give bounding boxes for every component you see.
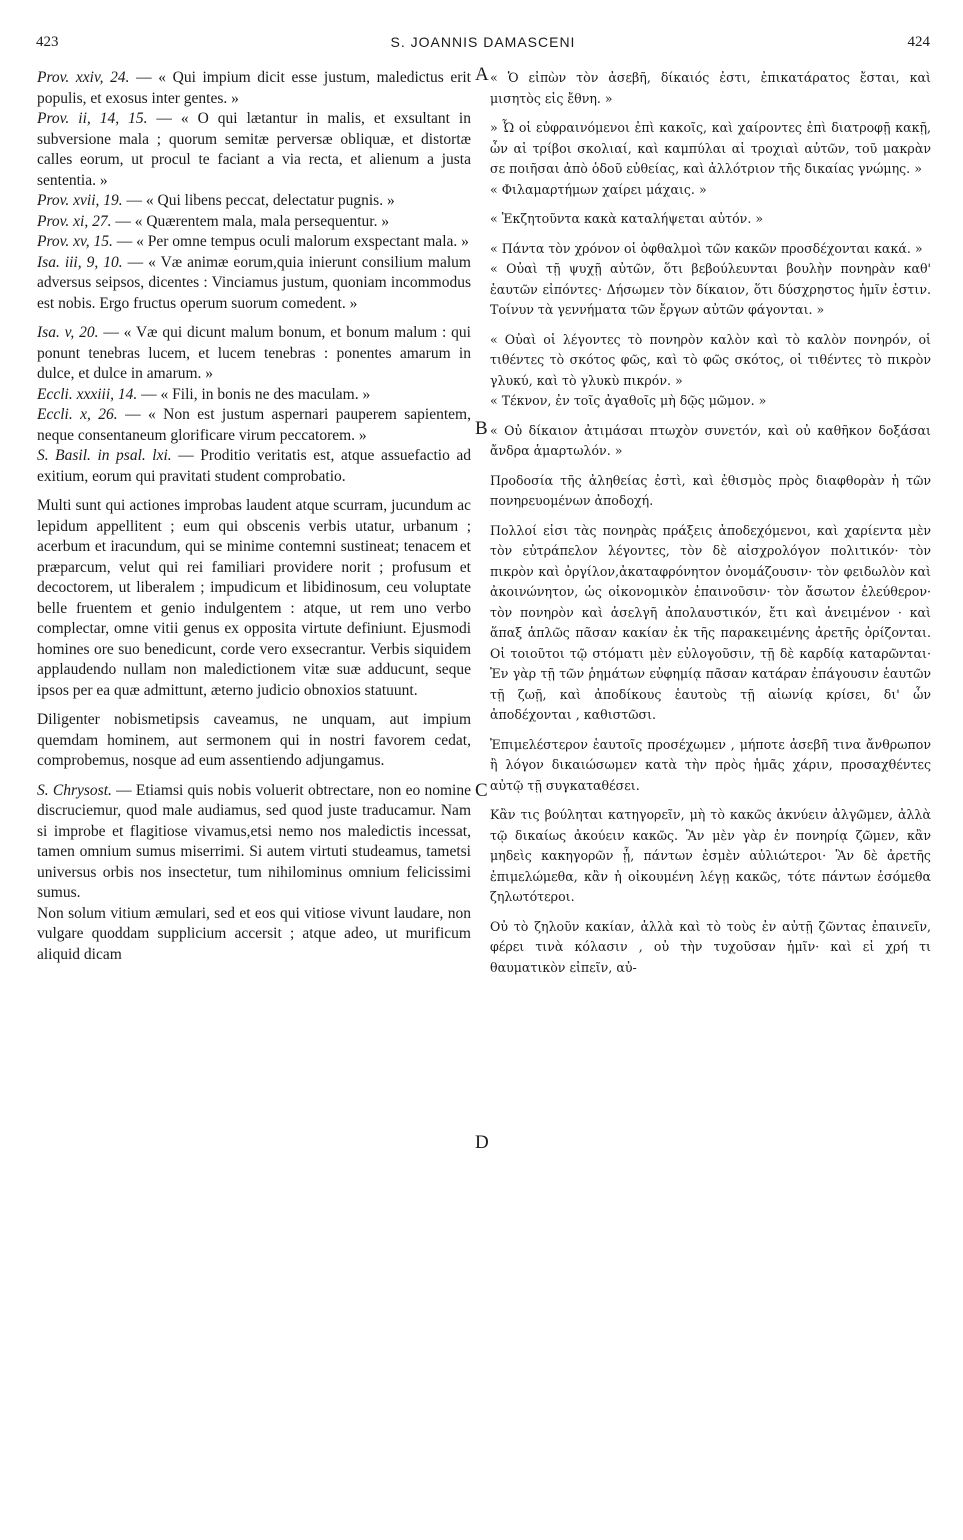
greek-paragraph: « Οὐ δίκαιον ἀτιμάσαι πτωχὸν συνετόν, καὶ οὐ καθῆκον δοξάσαι ἄνδρα ἁμαρτωλόν. » — [490, 422, 931, 458]
greek-column — [490, 68, 931, 978]
latin-paragraph: S. Chrysost. — Etiamsi quis nobis voluerit obtrectare, non eo nomine discruciemur, quod male audiamus, sed quod juste traducamur. Nam si improbe et flagitiose vivamus,etsi nemo nos maledictis incessat, tamen omnium sumus miserrimi. Si autem virtuti studeamus, tametsi universus orbis nos insectetur, tum nihilominus omnium felicissimi sumus. — [37, 781, 471, 901]
latin-paragraph: Non solum vitium æmulari, sed et eos qui vitiose vivunt laudare, non vulgare quoddam supplicium accersit ; atque adeo, ut murificum aliquid dicam — [37, 904, 471, 963]
latin-paragraph: Isa. v, 20. — « Væ qui dicunt malum bonum, et bonum malum : qui ponunt tenebras lucem, et lucem tenebras : ponentes amarum in dulce, et dulce in amarum. » — [37, 324, 471, 382]
greek-paragraph: « Πάντα τὸν χρόνον οἱ ὀφθαλμοὶ τῶν κακῶν προσδέχονται κακά. » — [490, 240, 923, 256]
margin-marker-c: C — [475, 780, 488, 801]
page-header — [36, 34, 930, 56]
latin-paragraph: Isa. iii, 9, 10. — « Væ animæ eorum,quia inierunt consilium malum adversus seipsos, dicentes : Vinciamus justum, quoniam incommodus est nobis. Ergo fructus operum suorum comedent. » — [37, 253, 471, 312]
left-page-number: 423 — [36, 34, 59, 50]
margin-marker-a: A — [475, 64, 489, 85]
latin-paragraph: Eccli. xxxiii, 14. — « Fili, in bonis ne des maculam. » — [37, 385, 371, 403]
latin-paragraph: Eccli. x, 26. — « Non est justum aspernari pauperem sapientem, neque consentaneum glorificare virum peccatorem. » — [37, 406, 471, 444]
right-page-number: 424 — [907, 34, 930, 50]
greek-paragraph: « Ἐκζητοῦντα κακὰ καταλήψεται αὐτόν. » — [490, 211, 764, 226]
running-title: S. JOANNIS DAMASCENI — [390, 34, 576, 50]
margin-marker-b: B — [475, 418, 488, 439]
latin-paragraph: Multi sunt qui actiones improbas laudent atque scurram, jucundum ac lepidum appellitent ; eum qui obscenis verbis utatur, urbanum ; acerbum et iracundum, qui se minime contemni sustineat; tenacem et præparcum, velut qui rei familiari providere norit ; profusum et decoctorem, ut liberalem ; impudicum et libidinosum, ceu voluptate belle fruentem et genio indulgentem : atque, ut rem uno verbo complectar, omne vitii genus ex opposita virtute definiunt. Ejusmodi homines ore suo benedicunt, corde vero exsecrantur. Verbis siquidem applaudendo nullam non maledictionem vitæ suæ adducunt, seque ipsos per ea quæ admittunt, æterno judicio obnoxios statuunt. — [37, 497, 471, 699]
greek-paragraph: « Ὁ εἰπὼν τὸν ἀσεβῆ, δίκαιός ἐστι, ἐπικατάρατος ἔσται, καὶ μισητὸς εἰς ἔθνη. » — [490, 70, 931, 106]
margin-marker-d: D — [475, 1132, 489, 1153]
greek-paragraph: « Φιλαμαρτήμων χαίρει μάχαις. » — [490, 181, 707, 197]
greek-paragraph: Ἐπιμελέστερον ἑαυτοῖς προσέχωμεν , μήποτε ἀσεβῆ τινα ἄνθρωπον ἢ λόγον δικαιώσωμεν κατὰ τὴν πρὸς ἡμᾶς χάριν, προσαχθέντες αὐτῷ τῇ συγκαταθέσει. — [490, 736, 931, 793]
latin-paragraph: Prov. xxiv, 24. — « Qui impium dicit esse justum, maledictus erit populis, et exosus inter gentes. » — [37, 69, 471, 107]
greek-paragraph: Οὐ τὸ ζηλοῦν κακίαν, ἀλλὰ καὶ τὸ τοὺς ἐν αὐτῇ ζῶντας ἐπαινεῖν, φέρει τινὰ κόλασιν , οὐ τὴν τυχοῦσαν ἡμῖν· καὶ εἰ χρή τι θαυματικὸν εἰπεῖν, αὐ- — [490, 918, 931, 975]
greek-paragraph: Κἂν τις βούληται κατηγορεῖν, μὴ τὸ κακῶς ἀκνύειν ἀλγῶμεν, ἀλλὰ τῷ δικαίως ἀκούειν κακῶς. Ἂν μὲν γὰρ ἐν πονηρίᾳ ζῶμεν, κἂν μηδεὶς κακηγορῶν ᾖ, πάντων ἐσμὲν αὐλιώτεροι· Ἂν δὲ ἀρετῆς ἐπιμελώμεθα, κἂν ἡ οἰκουμένη λέγῃ κακῶς, τότε πάντων ἐσόμεθα ζηλωτότεροι. — [490, 807, 931, 904]
greek-paragraph: Πολλοί εἰσι τὰς πονηρὰς πράξεις ἀποδεχόμενοι, καὶ χαρίεντα μὲν τὸν εὐτράπελον λέγοντες, τὸν δὲ αἰσχρολόγον πολιτικόν· τὸν πικρὸν καὶ ὀργίλον,ἀκαταφρόνητον ὀνομάζουσιν· τὸν φειδωλὸν καὶ ἀκοινώνητον, ὡς οἰκονομικὸν ἐπαινοῦσιν· τὸν ἄσωτον ἐλεύθερον· τὸν πονηρὸν καὶ ἀσελγῆ ἀπολαυστικόν, ἔτι καὶ ἀνειμένον · καὶ ἅπαξ ἁπλῶς πᾶσαν κακίαν ἐκ τῆς παρακειμένης ἀρετῆς ὁρίζονται. Οἱ τοιοῦτοι τῷ στόματι μὲν εὐλογοῦσιν, τῇ δὲ καρδίᾳ καταρῶνται· Ἐν γὰρ τῇ τῶν ῥημάτων εὐφημίᾳ πᾶσαν κατάραν ἐπάγουσιν ἑαυτῶν τῇ ζωῇ, καὶ ἀποδίκους ἑαυτοὺς τῇ αἰωνίᾳ κρίσει, δι' ὧν ἀποδέχονται , καθιστῶσι. — [490, 522, 931, 722]
latin-column — [37, 68, 471, 965]
greek-paragraph: Προδοσία τῆς ἀληθείας ἐστὶ, καὶ ἐθισμὸς πρὸς διαφθορὰν ἡ τῶν πονηρευομένων ἀποδοχή. — [490, 472, 931, 508]
latin-paragraph: Prov. ii, 14, 15. — « O qui lætantur in malis, et exsultant in subversione mala ; quorum semitæ perversæ obliquæ, et distortæ calles eorum, ut procul te faciant a via recta, et alienum a justa sententia. » — [37, 110, 471, 189]
greek-paragraph: « Τέκνον, ἐν τοῖς ἀγαθοῖς μὴ δῷς μῶμον. » — [490, 393, 767, 408]
greek-paragraph: « Οὐαὶ τῇ ψυχῇ αὐτῶν, ὅτι βεβούλευνται βουλὴν πονηρὰν καθ' ἑαυτῶν εἰπόντες· Δήσωμεν τὸν δίκαιον, ὅτι δύσχρηστος ἡμῖν ἐστιν. Τοίνυν τὰ γεννήματα τῶν ἔργων αὐτῶν φάγονται. » — [490, 261, 931, 317]
latin-paragraph: Prov. xvii, 19. — « Qui libens peccat, delectatur pugnis. » — [37, 192, 395, 209]
latin-paragraph: Prov. xv, 15. — « Per omne tempus oculi malorum exspectant mala. » — [37, 233, 469, 250]
latin-paragraph: S. Basil. in psal. lxi. — Proditio veritatis est, atque assuefactio ad exitium, eorum qui pravitati student comprobatio. — [37, 447, 471, 485]
latin-paragraph: Diligenter nobismetipsis caveamus, ne unquam, aut impium quemdam hominem, aut sermonem qui in nostri favorem cedat, comprobemus, nosque ad eum assentiendo adjungamus. — [37, 711, 471, 769]
latin-paragraph: Prov. xi, 27. — « Quærentem mala, mala persequentur. » — [37, 212, 390, 230]
greek-paragraph: » Ὦ οἱ εὐφραινόμενοι ἐπὶ κακοῖς, καὶ χαίροντες ἐπὶ διατροφῇ κακῇ, ὧν αἱ τρίβοι σκολιαί, καὶ καμπύλαι αἱ τροχιαὶ αὐτῶν, τοῦ μακρὰν σε ποιῆσαι ἀπὸ ὁδοῦ εὐθείας, καὶ ἀλλότριον τῆς δικαίας γνώμης. » — [490, 120, 931, 176]
greek-paragraph: « Οὐαὶ οἱ λέγοντες τὸ πονηρὸν καλὸν καὶ τὸ καλὸν πονηρόν, οἱ τιθέντες τὸ σκότος φῶς, καὶ τὸ φῶς σκότος, οἱ τιθέντες τὸ πικρὸν γλυκύ, καὶ τὸ γλυκὺ πικρόν. » — [490, 331, 931, 388]
